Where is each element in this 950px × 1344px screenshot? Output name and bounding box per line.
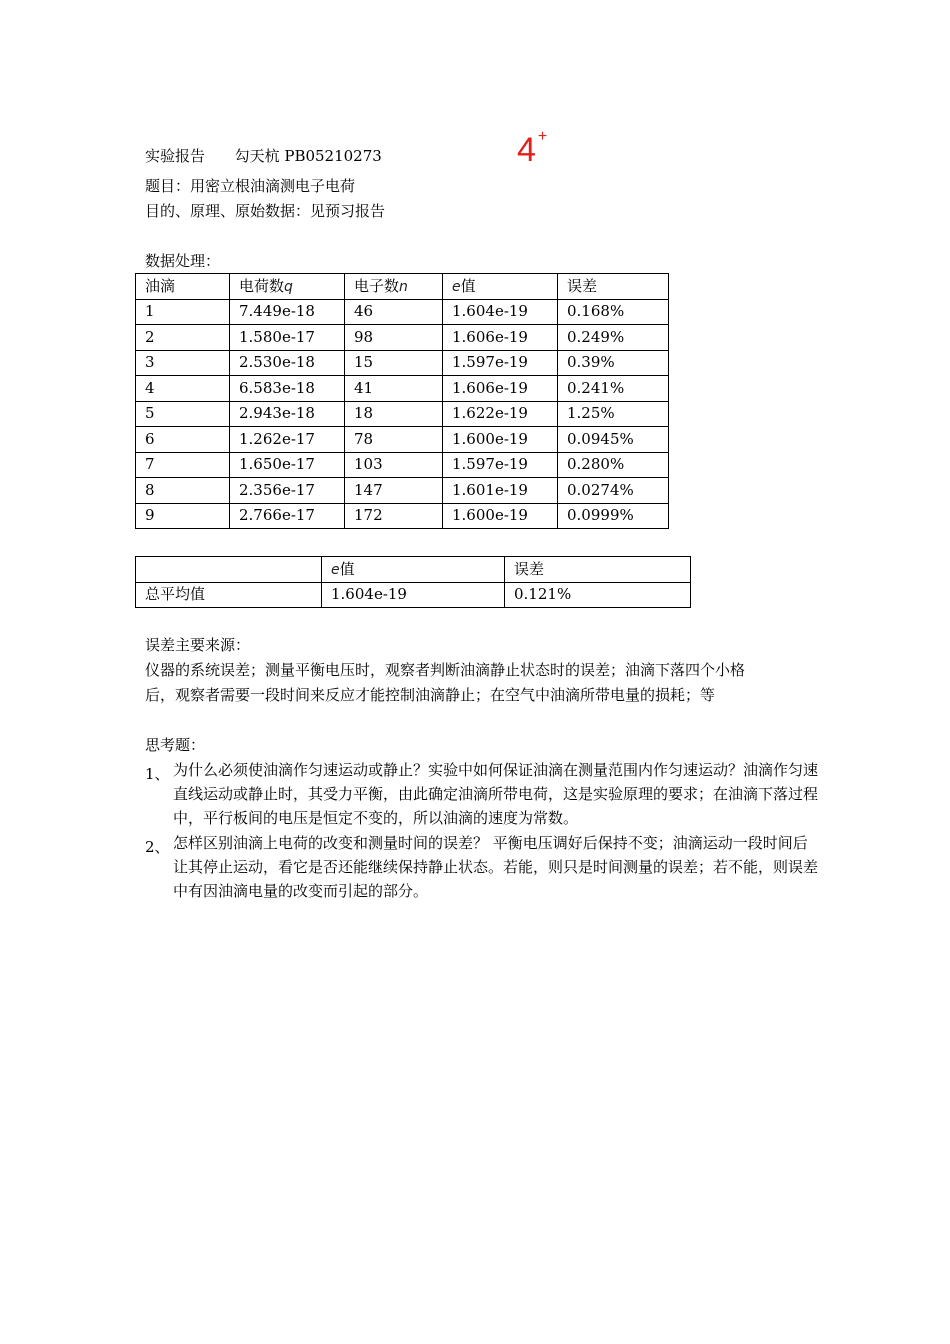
table-cell: 8: [136, 478, 230, 504]
table-row: [136, 452, 669, 478]
table-cell: 6.583e-18: [230, 376, 345, 402]
grade-mark: [517, 128, 548, 169]
table-row: [136, 582, 691, 608]
grade-value: 4: [517, 131, 536, 169]
questions-label: 思考题：: [145, 736, 206, 754]
table-cell: 1.580e-17: [230, 325, 345, 351]
question-text: 为什么必须使油滴作匀速运动或静止？实验中如何保证油滴在测量范围内作匀速运动？油滴作匀速直线运动或静止时，其受力平衡，由此确定油滴所带电荷，这是实验原理的要求；在油滴下落过程中，平行板间的电压是恒定不变的，所以油滴的速度为常数。: [173, 761, 819, 827]
table-cell: 1.262e-17: [230, 427, 345, 453]
table-cell: 1.600e-19: [443, 427, 558, 453]
table-cell: 78: [345, 427, 443, 453]
data-section-label: 数据处理：: [145, 252, 221, 270]
table-cell: 18: [345, 401, 443, 427]
table-cell: 6: [136, 427, 230, 453]
report-title: 实验报告: [145, 147, 206, 165]
question-number: 1、: [145, 765, 170, 783]
table-cell: 2.356e-17: [230, 478, 345, 504]
table-cell: 1.606e-19: [443, 376, 558, 402]
table-cell: 0.0274%: [558, 478, 669, 504]
error-sources-line-2: 后，观察者需要一段时间来反应才能控制油滴静止；在空气中油滴所带电量的损耗；等: [145, 686, 716, 704]
topic-line: 题目：用密立根油滴测电子电荷: [145, 177, 356, 195]
table-cell: 1: [136, 299, 230, 325]
header-droplet: 油滴: [136, 274, 230, 300]
average-error: 0.121%: [505, 582, 691, 608]
table-cell: 46: [345, 299, 443, 325]
table-row: [136, 350, 669, 376]
table-cell: 7: [136, 452, 230, 478]
table-cell: 0.241%: [558, 376, 669, 402]
header-e-value: e值: [322, 557, 505, 583]
table-cell: 103: [345, 452, 443, 478]
table-cell: 2: [136, 325, 230, 351]
error-sources-line-1: 仪器的系统误差；测量平衡电压时，观察者判断油滴静止状态时的误差；油滴下落四个小格: [145, 661, 746, 679]
table-cell: 0.249%: [558, 325, 669, 351]
table-row: [136, 503, 669, 529]
table-cell: 0.280%: [558, 452, 669, 478]
header-e-value: e值: [443, 274, 558, 300]
table-cell: 2.766e-17: [230, 503, 345, 529]
table-row: [136, 376, 669, 402]
table-cell: 1.606e-19: [443, 325, 558, 351]
droplet-data-table: [135, 273, 669, 529]
table-cell: 41: [345, 376, 443, 402]
table-cell: 1.604e-19: [443, 299, 558, 325]
table-cell: 4: [136, 376, 230, 402]
table-cell: 0.0945%: [558, 427, 669, 453]
table-cell: 1.597e-19: [443, 452, 558, 478]
author-info: 勾天杭 PB05210273: [234, 147, 382, 165]
report-header: [145, 149, 382, 164]
header-error: 误差: [505, 557, 691, 583]
header-blank: [136, 557, 322, 583]
grade-plus: +: [537, 128, 548, 145]
header-electron-count: 电子数n: [345, 274, 443, 300]
table-cell: 98: [345, 325, 443, 351]
purpose-line: 目的、原理、原始数据：见预习报告: [145, 202, 386, 220]
table-cell: 9: [136, 503, 230, 529]
table-cell: 15: [345, 350, 443, 376]
table-cell: 2.943e-18: [230, 401, 345, 427]
table-cell: 0.39%: [558, 350, 669, 376]
table-cell: 0.168%: [558, 299, 669, 325]
table-row: [136, 401, 669, 427]
table-cell: 147: [345, 478, 443, 504]
table-row: [136, 299, 669, 325]
table-cell: 1.597e-19: [443, 350, 558, 376]
question-number: 2、: [145, 838, 170, 856]
average-value: 1.604e-19: [322, 582, 505, 608]
table-cell: 5: [136, 401, 230, 427]
table-cell: 1.25%: [558, 401, 669, 427]
table-cell: 1.622e-19: [443, 401, 558, 427]
average-label: 总平均值: [136, 582, 322, 608]
table-row: [136, 478, 669, 504]
table-cell: 1.600e-19: [443, 503, 558, 529]
table-header-row: [136, 557, 691, 583]
header-error: 误差: [558, 274, 669, 300]
table-cell: 0.0999%: [558, 503, 669, 529]
table-cell: 1.650e-17: [230, 452, 345, 478]
table-row: [136, 427, 669, 453]
table-row: [136, 325, 669, 351]
table-cell: 1.601e-19: [443, 478, 558, 504]
table-cell: 2.530e-18: [230, 350, 345, 376]
header-charge: 电荷数q: [230, 274, 345, 300]
table-header-row: [136, 274, 669, 300]
average-table: [135, 556, 691, 608]
question-text: 怎样区别油滴上电荷的改变和测量时间的误差？ 平衡电压调好后保持不变；油滴运动一段时间后让其停止运动，看它是否还能继续保持静止状态。若能，则只是时间测量的误差；若不能，则误差中有因油滴电量的改变而引起的部分。: [173, 834, 819, 900]
table-cell: 172: [345, 503, 443, 529]
table-cell: 3: [136, 350, 230, 376]
table-cell: 7.449e-18: [230, 299, 345, 325]
error-sources-label: 误差主要来源：: [145, 636, 251, 654]
